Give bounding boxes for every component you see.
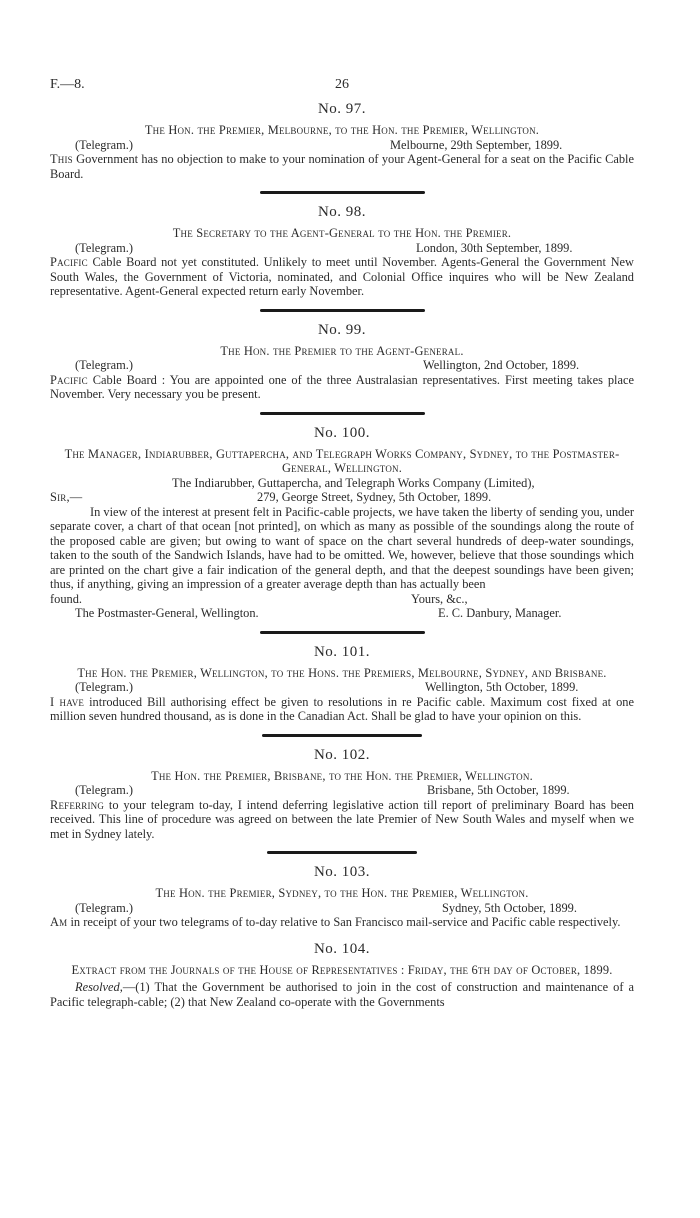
body-lead: Am [50,915,68,929]
place-date: Sydney, 5th October, 1899. [442,900,577,915]
item-100 [50,424,634,621]
item-body [50,695,634,724]
item-104 [50,940,634,1010]
section-divider [260,191,425,194]
telegram-line [50,783,634,798]
place-date: Melbourne, 29th September, 1899. [390,137,563,152]
item-heading: The Manager, Indiarubber, Guttapercha, and Telegraph Works Company, Sydney, to the Postmaster-General, Wellington. [64,446,620,475]
address-line-2 [50,490,634,505]
item-heading: The Secretary to the Agent-General to the Hon. the Premier. [172,226,512,240]
signature-line [50,606,634,621]
street-date: 279, George Street, Sydney, 5th October, 1899. [257,490,492,504]
telegram-label: (Telegram.) [75,240,133,255]
section-divider [267,851,417,854]
section-divider [260,631,425,634]
telegram-label: (Telegram.) [75,900,133,915]
telegram-label: (Telegram.) [75,137,133,152]
body-lead: Referring [50,797,105,812]
section-divider [262,734,422,737]
item-number: No. 99. [317,321,367,338]
addressee: The Postmaster-General, Wellington. [75,606,259,620]
body-lead: Pacific [50,372,88,387]
place-date: Wellington, 2nd October, 1899. [423,358,580,372]
page-number: 26 [335,77,349,92]
resolved-label: Resolved, [75,980,123,994]
closing: Yours, &c., [411,591,468,606]
item-number: No. 104. [313,940,371,957]
item-heading: The Hon. the Premier, Brisbane, to the Hon. the Premier, Wellington. [151,768,533,783]
place-date: Brisbane, 5th October, 1899. [427,783,570,797]
item-98 [50,203,634,299]
address-line-1 [50,476,634,491]
salutation: Sir,— [50,490,83,504]
body-text: in receipt of your two telegrams of to-day relative to San Francisco mail-service and Pacific cable respectively. [67,915,621,929]
body-lead: Pacific [50,255,88,269]
item-99 [50,321,634,402]
item-number: No. 101. [313,643,371,660]
item-heading: The Hon. the Premier, Sydney, to the Hon. the Premier, Wellington. [155,886,529,900]
item-body [50,373,634,402]
letter-body: In view of the interest at present felt in Pacific-cable projects, we have taken the liberty of sending you, under separate cover, a chart of that ocean [not printed], on which as many as possible of the soundings along the route of the proposed cable are given; but owing to want of space on the chart several hundreds of deep-water soundings, taken to the south of the Sandwich Islands, have had to be omitted. We, however, believe that those soundings which are printed on the chart give a fair indication of the general depth, and that the deepest soundings have been given; thus, if anything, giving an impression of a greater average depth than has actually been [50,504,634,591]
item-body [50,798,634,842]
item-heading: The Hon. the Premier, Wellington, to the Hons. the Premiers, Melbourne, Sydney, and Brisbane. [77,665,607,680]
telegram-line [50,680,634,695]
body-text: Government has no objection to make to your nomination of your Agent-General for a seat on the Pacific Cable Board. [50,152,634,181]
item-103 [50,863,634,930]
item-number: No. 100. [313,424,371,441]
item-number: No. 103. [313,864,371,880]
section-divider [260,412,425,415]
resolution-body [50,980,634,1009]
telegram-line [50,901,634,916]
item-101 [50,643,634,724]
telegram-line [50,138,634,153]
item-97 [50,100,634,181]
telegram-line [50,241,634,256]
body-text: Cable Board : You are appointed one of the three Australasian representatives. First meeting takes place November. Very necessary you be present. [50,372,634,401]
item-heading: The Hon. the Premier to the Agent-General. [220,343,464,358]
telegram-label: (Telegram.) [75,680,133,694]
body-text: to your telegram to-day, I intend deferring legislative action till report of preliminary Board has been received. This line of procedure was agreed on between the late Premier of New South Wales and myself when we met in Sydney lately. [50,797,634,841]
item-body [50,152,634,181]
item-heading: Extract from the Journals of the House of Representatives : Friday, the 6th day of October, 1899. [71,962,613,977]
telegram-line [50,358,634,373]
item-heading: The Hon. the Premier, Melbourne, to the Hon. the Premier, Wellington. [144,123,540,137]
section-divider [260,309,425,312]
document-page [50,78,634,1009]
place-date: Wellington, 5th October, 1899. [425,680,579,694]
body-lead: I have [50,694,85,709]
body-text: introduced Bill authorising effect be given to resolutions in re Pacific cable. Maximum cost fixed at one million seven hundred thousand, as is done in the Canadian Act. Shall be glad to have your opinion on this. [50,694,634,723]
last-word: found. [50,591,83,606]
item-number: No. 97. [317,101,367,117]
item-102 [50,746,634,842]
item-number: No. 102. [313,746,371,763]
item-number: No. 98. [317,204,367,220]
telegram-label: (Telegram.) [75,783,133,797]
place-date: London, 30th September, 1899. [416,240,573,255]
body-lead: This [50,152,73,166]
body-text: Cable Board not yet constituted. Unlikely to meet until November. Agents-General the Government New South Wales, the Government of Victoria, nominated, and Colonial Office inquires who will be New Zealand representative. Agent-General expected return early November. [50,255,634,298]
sender-address: The Indiarubber, Guttapercha, and Telegraph Works Company (Limited), [172,475,535,490]
page-header [50,78,634,98]
item-body [50,255,634,299]
item-body [50,915,634,930]
telegram-label: (Telegram.) [75,358,133,372]
page-identifier: F.—8. [50,77,85,92]
body-text: —(1) That the Government be authorised to join in the cost of construction and maintenance of a Pacific telegraph-cable; (2) that New Zealand co-operate with the Governments [50,980,634,1009]
closing-line [50,592,634,607]
signature: E. C. Danbury, Manager. [438,606,562,620]
